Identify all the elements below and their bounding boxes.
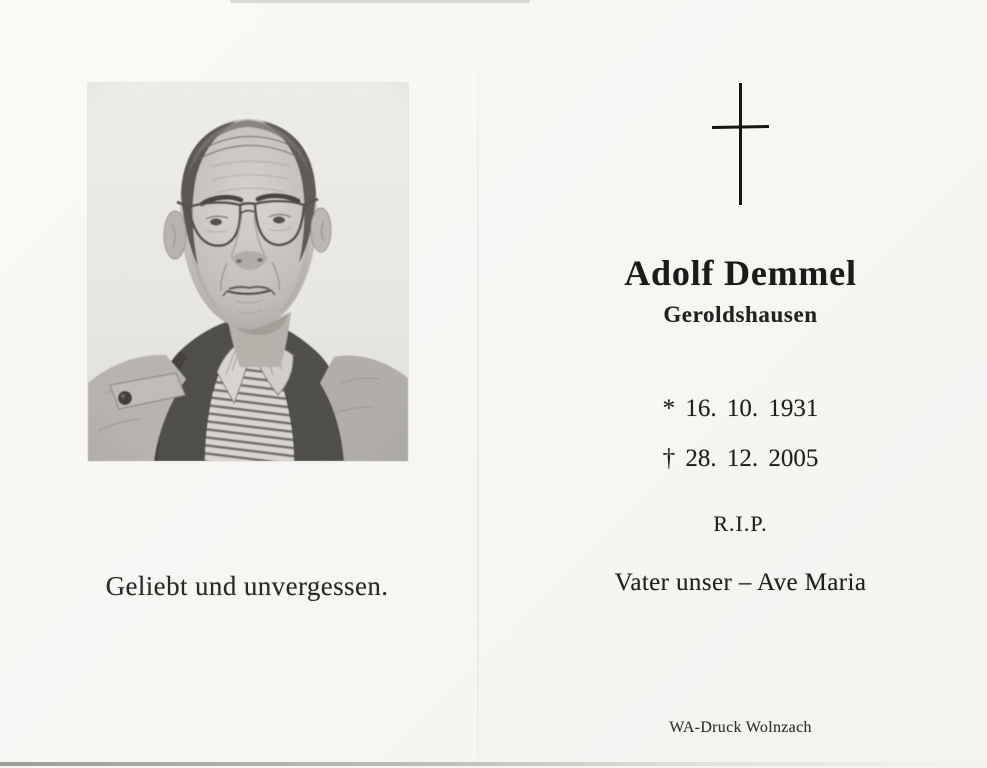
remembrance-caption: Geliebt und unvergessen. [105, 571, 389, 601]
cross-icon [712, 82, 774, 208]
deceased-name: Adolf Demmel [624, 253, 857, 293]
death-date: † 28. 12. 2005 [662, 445, 819, 472]
deceased-hometown: Geroldshausen [663, 302, 818, 327]
prayer-text: Vater unser – Ave Maria [614, 569, 867, 596]
portrait-photo [88, 83, 408, 461]
portrait-illustration [88, 83, 408, 461]
right-panel [494, 0, 987, 768]
scan-edge-bottom [0, 762, 987, 766]
printer-credit: WA-Druck Wolnzach [669, 719, 812, 736]
rip-text: R.I.P. [713, 511, 768, 536]
fold-crease [477, 0, 479, 768]
birth-date: * 16. 10. 1931 [662, 395, 819, 422]
scan-edge-top [230, 0, 530, 3]
